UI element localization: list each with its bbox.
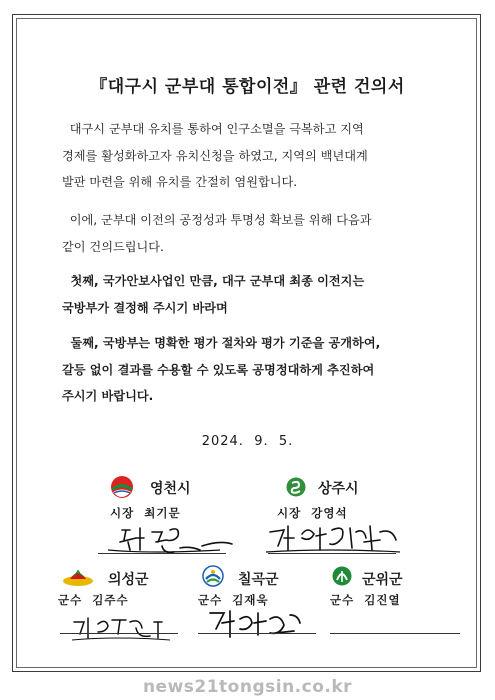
signature-line — [330, 633, 460, 634]
signature-line — [60, 633, 178, 634]
paragraph-line: 이에, 군부대 이전의 공정성과 투명성 확보를 위해 다음과 — [62, 213, 372, 227]
paragraph-line: 대구시 군부대 유치를 통하여 인구소멸을 극복하고 지역 — [62, 122, 364, 136]
paragraph-line: 주시기 바랍니다. — [62, 389, 154, 403]
sangju-logo-icon — [286, 477, 306, 497]
paragraph-line: 국방부가 결정해 주시기 바라며 — [62, 300, 228, 315]
signatory-role: 군수 김주수 — [58, 593, 129, 607]
signatory-role: 시장 최기문 — [110, 506, 181, 520]
uiseong-logo-icon — [62, 567, 94, 587]
paragraph-first-point — [62, 268, 464, 321]
signature-line — [198, 633, 316, 634]
signatory-city: 의성군 — [108, 572, 149, 588]
paragraph-request — [62, 207, 464, 260]
paragraph-line: 경제를 활성화하고자 유치신청을 하였고, 지역의 백년대계 — [62, 148, 368, 163]
paragraph-line: 둘째, 국방부는 명확한 평가 절차와 평가 기준을 공개하여, — [62, 336, 381, 350]
signatory-city: 칠곡군 — [238, 572, 279, 588]
signatory-role: 시장 강영석 — [277, 506, 348, 520]
signature-image — [100, 520, 240, 560]
watermark: news21tongsin.co.kr — [142, 677, 353, 697]
yeongcheon-logo-icon — [110, 475, 134, 499]
paragraph-intro — [62, 116, 464, 196]
paragraph-line: 첫째, 국가안보사업인 만큼, 대구 군부대 최종 이전지는 — [62, 274, 365, 288]
signatory-role: 군수 김진열 — [330, 593, 401, 607]
paragraph-line: 갈등 없이 결과를 수용할 수 있도록 공명정대하게 추진하여 — [62, 362, 375, 377]
signatory-city: 상주시 — [318, 481, 359, 497]
document-date: 2024. 9. 5. — [201, 434, 294, 449]
signatory-city: 영천시 — [150, 481, 191, 497]
paragraph-line: 발판 마련을 위해 유치를 간절히 염원합니다. — [62, 175, 298, 189]
signatory-city: 군위군 — [362, 572, 403, 588]
signature-line — [98, 553, 226, 554]
chilgok-logo-icon — [202, 565, 224, 587]
paragraph-second-point — [62, 330, 464, 410]
document-title: 『대구시 군부대 통합이전』 관련 건의서 — [90, 77, 405, 97]
signature-image — [200, 605, 310, 645]
signature-line — [268, 553, 396, 554]
signature-image — [66, 610, 176, 646]
paragraph-line: 같이 건의드립니다. — [62, 239, 164, 254]
signatory-role: 군수 김재욱 — [198, 593, 269, 607]
gunwi-logo-icon — [332, 566, 352, 586]
